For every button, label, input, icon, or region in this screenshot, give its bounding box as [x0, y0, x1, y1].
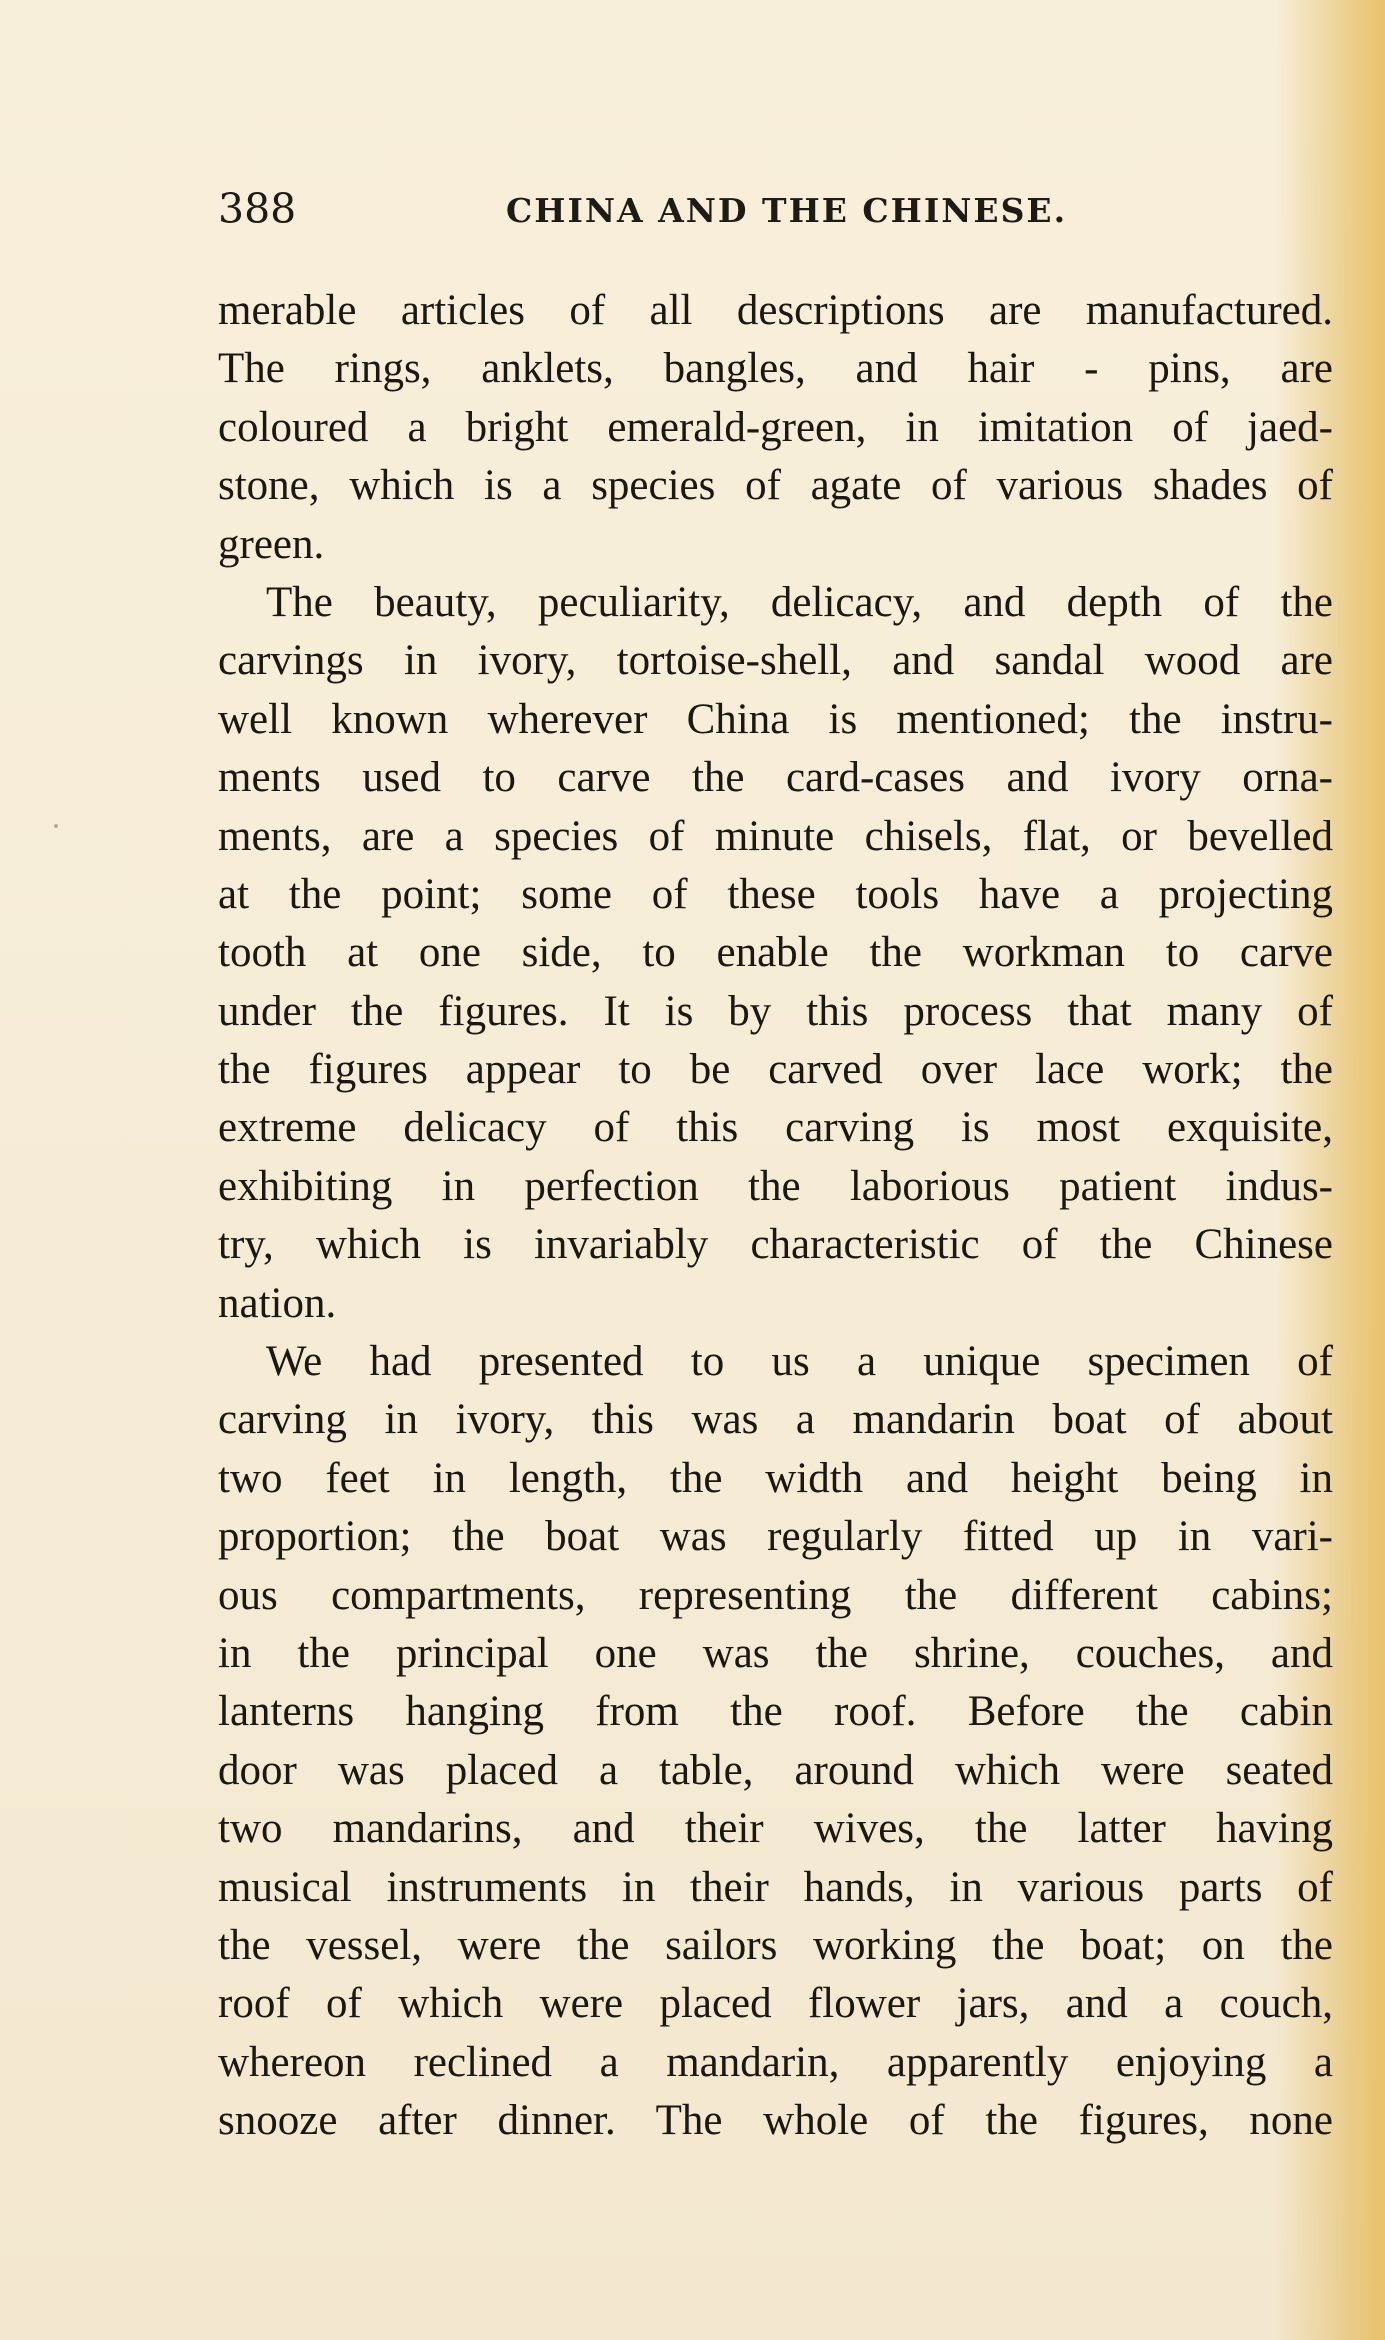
text-line: carving in ivory, this was a mandarin boat of about: [218, 1396, 1333, 1444]
text-line: The rings, anklets, bangles, and hair - pins, are: [218, 345, 1333, 393]
text-line: whereon reclined a mandarin, apparently enjoying a: [218, 2038, 1333, 2086]
page-header: [218, 184, 1333, 234]
text-line: nation.: [218, 1279, 337, 1327]
text-line: carvings in ivory, tortoise-shell, and sandal wood are: [218, 637, 1333, 685]
text-line: merable articles of all descriptions are manufactured.: [218, 287, 1333, 334]
text-line: at the point; some of these tools have a projecting: [218, 870, 1333, 918]
text-line: We had presented to us a unique specimen of: [266, 1338, 1333, 1386]
running-head: CHINA AND THE CHINESE.: [506, 191, 1068, 230]
text-line: musical instruments in their hands, in various parts of: [218, 1863, 1333, 1911]
text-line: proportion; the boat was regularly fitted up in vari-: [218, 1513, 1333, 1561]
text-line: the vessel, were the sailors working the boat; on the: [218, 1921, 1333, 1969]
text-line: well known wherever China is mentioned; the instru-: [218, 695, 1333, 743]
text-line: tooth at one side, to enable the workman to carve: [218, 929, 1333, 977]
text-line: try, which is invariably characteristic of the Chinese: [218, 1221, 1333, 1269]
text-line: the figures appear to be carved over lace work; the: [218, 1046, 1333, 1094]
text-line: snooze after dinner. The whole of the figures, none: [218, 2097, 1333, 2145]
text-line: extreme delicacy of this carving is most exquisite,: [218, 1104, 1333, 1152]
page-number: 388: [218, 185, 297, 233]
text-line: exhibiting in perfection the laborious patient indus-: [218, 1162, 1333, 1210]
text-line: under the figures. It is by this process that many of: [218, 987, 1333, 1035]
text-line: lanterns hanging from the roof. Before the cabin: [218, 1688, 1333, 1736]
text-line: ments, are a species of minute chisels, flat, or bevelled: [218, 812, 1333, 860]
paragraph: [218, 574, 1333, 1333]
paper-speck: [54, 824, 58, 828]
text-line: stone, which is a species of agate of various shades of: [218, 462, 1333, 510]
text-line: two feet in length, the width and height being in: [218, 1454, 1333, 1502]
paragraph: [218, 1333, 1333, 2150]
text-line: two mandarins, and their wives, the latter having: [218, 1805, 1333, 1853]
text-line: coloured a bright emerald-green, in imitation of jaed-: [218, 403, 1333, 451]
text-line: green.: [218, 520, 325, 568]
text-line: ments used to carve the card-cases and ivory orna-: [218, 754, 1333, 802]
body-text: [218, 282, 1333, 2151]
text-line: door was placed a table, around which were seated: [218, 1746, 1333, 1794]
text-line: The beauty, peculiarity, delicacy, and depth of the: [266, 578, 1333, 626]
paragraph: [218, 282, 1333, 574]
text-line: roof of which were placed flower jars, and a couch,: [218, 1980, 1333, 2028]
text-line: ous compartments, representing the different cabins;: [218, 1571, 1333, 1619]
text-line: in the principal one was the shrine, couches, and: [218, 1629, 1333, 1677]
